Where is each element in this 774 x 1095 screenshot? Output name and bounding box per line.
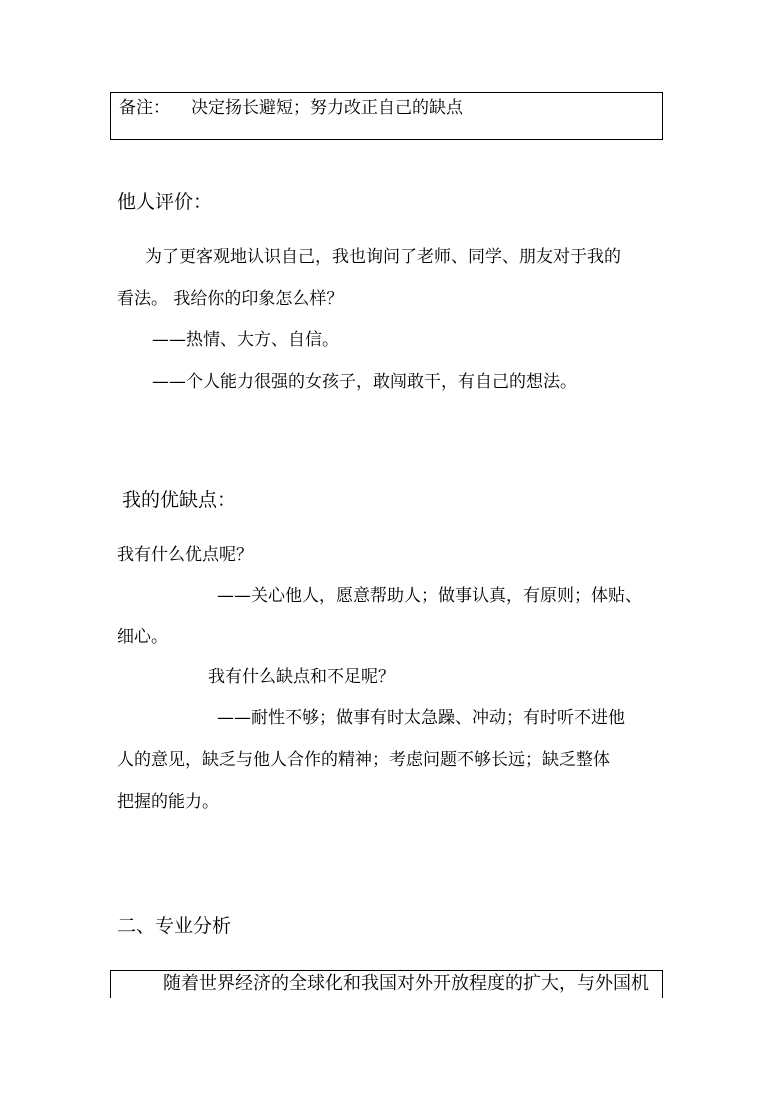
weaknesses-line1: ——耐性不够；做事有时太急躁、冲动；有时听不进他	[217, 708, 625, 728]
note-text: 决定扬长避短；努力改正自己的缺点	[191, 98, 463, 118]
strengths-line1: ——关心他人，愿意帮助人；做事认真，有原则；体贴、	[217, 586, 642, 606]
question-weaknesses: 我有什么缺点和不足呢？	[208, 667, 395, 687]
weaknesses-line3: 把握的能力。	[117, 792, 219, 812]
note-box	[110, 92, 663, 140]
major-analysis-heading: 二、专业分析	[117, 915, 232, 937]
others-review-answer1: ——热情、大方、自信。	[152, 330, 339, 350]
major-analysis-first-line: 随着世界经济的全球化和我国对外开放程度的扩大，与外国机	[163, 973, 649, 994]
others-review-intro-line1: 为了更客观地认识自己，我也询问了老师、同学、朋友对于我的	[145, 247, 621, 267]
major-analysis-text-box	[110, 970, 663, 998]
strengths-line2: 细心。	[117, 627, 168, 647]
others-review-answer2: ——个人能力很强的女孩子，敢闯敢干，有自己的想法。	[152, 372, 577, 392]
others-review-intro-line2: 看法。 我给你的印象怎么样？	[117, 289, 344, 309]
weaknesses-line2: 人的意见，缺乏与他人合作的精神；考虑问题不够长远；缺乏整体	[117, 750, 610, 770]
strengths-weaknesses-heading: 我的优缺点：	[122, 489, 237, 511]
note-label: 备注：	[119, 98, 170, 118]
question-strengths: 我有什么优点呢？	[117, 545, 253, 565]
others-review-heading: 他人评价：	[117, 191, 213, 213]
